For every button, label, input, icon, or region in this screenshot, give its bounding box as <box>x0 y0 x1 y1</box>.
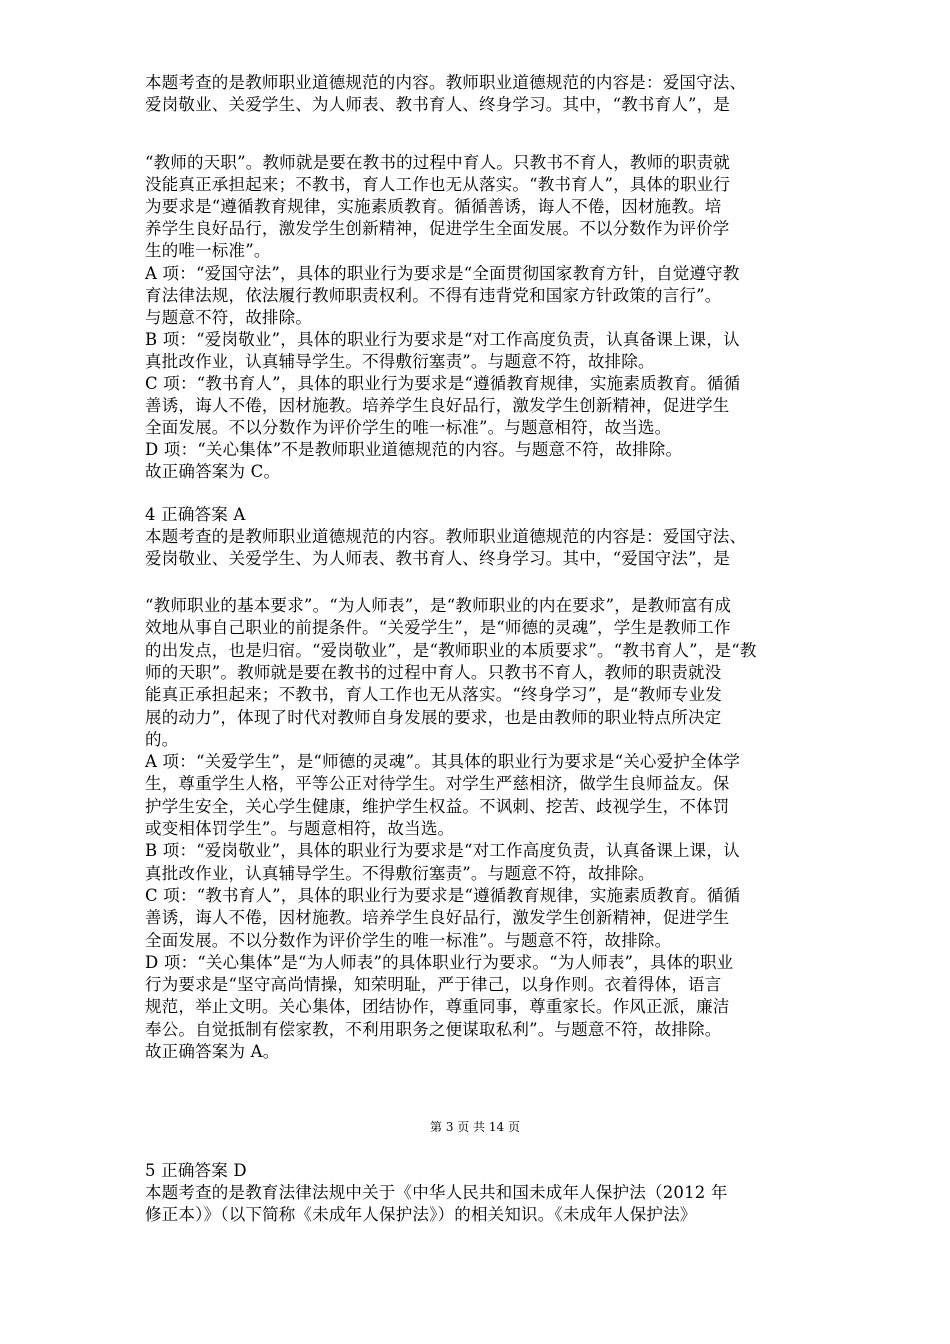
text-line: 4 正确答案 A <box>145 505 246 524</box>
text-line: 与题意不符，故排除。 <box>145 307 312 327</box>
text-line: 5 正确答案 D <box>145 1161 247 1180</box>
text-line: 善诱，诲人不倦，因材施教。培养学生良好品行，激发学生创新精神，促进学生 <box>145 396 730 416</box>
text-line: “教师的天职”。教师就是要在教书的过程中育人。只教书不育人，教师的职责就 <box>145 153 731 172</box>
text-line: 生的唯一标准”。 <box>145 241 271 261</box>
text-line: D 项：“关心集体”是“为人师表”的具体职业行为要求。“为人师表”，具体的职业 <box>145 952 734 972</box>
text-line: 本题考查的是教育法律法规中关于《中华人民共和国未成年人保护法（2012 年 <box>145 1183 728 1202</box>
text-line: 护学生安全，关心学生健康，维护学生权益。不讽刺、挖苦、歧视学生，不体罚 <box>145 796 730 816</box>
text-line: 行为要求是“坚守高尚情操，知荣明耻，严于律己，以身作则。衣着得体，语言 <box>145 975 722 995</box>
page-footer: 第 3 页 共 14 页 <box>430 1120 520 1134</box>
text-line: 效地从事自己职业的前提条件。“关爱学生”，是“师德的灵魂”，学生是教师工作 <box>145 618 731 638</box>
text-line: 修正本）》（以下简称《未成年人保护法》）的相关知识。《未成年人保护法》 <box>145 1205 697 1224</box>
text-line: 善诱，诲人不倦，因材施教。培养学生良好品行，激发学生创新精神，促进学生 <box>145 908 730 928</box>
text-line: 故正确答案为 A。 <box>145 1042 280 1061</box>
text-line: A 项：“爱国守法”，具体的职业行为要求是“全面贯彻国家教育方针，自觉遵守教 <box>145 263 740 283</box>
text-line: 爱岗敬业、关爱学生、为人师表、教书育人、终身学习。其中，“教书育人”，是 <box>145 95 731 114</box>
text-line: 全面发展。不以分数作为评价学生的唯一标准”。与题意相符，故当选。 <box>145 418 672 438</box>
text-line: 没能真正承担起来；不教书，育人工作也无从落实。“教书育人”，具体的职业行 <box>145 175 731 195</box>
text-line: 育法律法规，依法履行教师职责权利。不得有违背党和国家方针政策的言行”。 <box>145 285 722 305</box>
text-line: 的出发点，也是归宿。“爱岗敬业”，是“教师职业的本质要求”。“教书育人”，是“教 <box>145 640 757 660</box>
text-line: 奉公。自觉抵制有偿家教，不利用职务之便谋取私利”。与题意不符，故排除。 <box>145 1019 722 1039</box>
text-line: 能真正承担起来；不教书，育人工作也无从落实。“终身学习”，是“教师专业发 <box>145 685 723 705</box>
text-line: 真批改作业，认真辅导学生。不得敷衍塞责”。与题意不符，故排除。 <box>145 863 655 883</box>
text-line: 本题考查的是教师职业道德规范的内容。教师职业道德规范的内容是：爱国守法、 <box>145 73 747 92</box>
text-line: “教师职业的基本要求”。“为人师表”，是“教师职业的内在要求”，是教师富有成 <box>145 596 732 615</box>
text-line: A 项：“关爱学生”，是“师德的灵魂”。其具体的职业行为要求是“关心爱护全体学 <box>145 752 741 772</box>
text-line: 展的动力”，体现了时代对教师自身发展的要求，也是由教师的职业特点所决定 <box>145 707 722 727</box>
text-line: 为要求是“遵循教育规律，实施素质教育。循循善诱，诲人不倦，因材施教。培 <box>145 197 722 217</box>
text-line: B 项：“爱岗敬业”，具体的职业行为要求是“对工作高度负责，认真备课上课，认 <box>145 841 740 861</box>
text-line: 规范，举止文明。关心集体，团结协作，尊重同事，尊重家长。作风正派，廉洁 <box>145 997 730 1017</box>
text-line: 的。 <box>145 729 179 749</box>
text-line: C 项：“教书育人”，具体的职业行为要求是“遵循教育规律，实施素质教育。循循 <box>145 885 741 905</box>
text-line: 或变相体罚学生”。与题意相符，故当选。 <box>145 819 455 838</box>
text-line: D 项：“关心集体”不是教师职业道德规范的内容。与题意不符，故排除。 <box>145 440 683 460</box>
text-line: 爱岗敬业、关爱学生、为人师表、教书育人、终身学习。其中，“爱国守法”，是 <box>145 549 731 568</box>
text-line: 故正确答案为 C。 <box>145 462 281 482</box>
text-line: 师的天职”。教师就是要在教书的过程中育人。只教书不育人，教师的职责就没 <box>145 662 722 682</box>
text-line: 养学生良好品行，激发学生创新精神，促进学生全面发展。不以分数作为评价学 <box>145 219 730 239</box>
text-line: 生，尊重学生人格，平等公正对待学生。对学生严慈相济，做学生良师益友。保 <box>145 774 730 794</box>
text-line: 全面发展。不以分数作为评价学生的唯一标准”。与题意不符，故排除。 <box>145 930 672 950</box>
text-line: 真批改作业，认真辅导学生。不得敷衍塞责”。与题意不符，故排除。 <box>145 351 655 371</box>
text-line: 本题考查的是教师职业道德规范的内容。教师职业道德规范的内容是：爱国守法、 <box>145 527 747 546</box>
text-line: C 项：“教书育人”，具体的职业行为要求是“遵循教育规律，实施素质教育。循循 <box>145 374 741 393</box>
text-line: B 项：“爱岗敬业”，具体的职业行为要求是“对工作高度负责，认真备课上课，认 <box>145 329 740 349</box>
